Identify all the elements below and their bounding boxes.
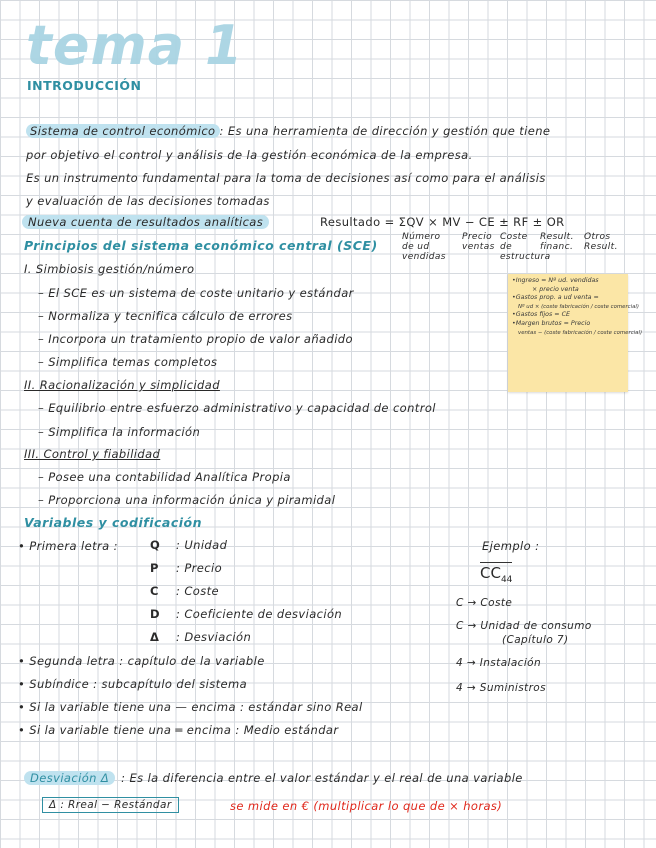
letter-symbol: P — [150, 561, 159, 575]
letter-row — [150, 538, 227, 552]
doble-raya-encima: • Si la variable tiene una ═ encima : Medio estándar — [18, 723, 339, 737]
cuenta-col-2: Precio ventas — [462, 232, 495, 252]
subindice: • Subíndice : subcapítulo del sistema — [18, 677, 248, 691]
ejemplo-line: C → Coste — [456, 597, 513, 609]
definition-line-2: por objetivo el control y análisis de la gestión económica de la empresa. — [26, 148, 473, 162]
desviacion-note: se mide en € (multiplicar lo que de × horas) — [230, 799, 503, 813]
cuenta-col-3: Coste de estructura — [500, 232, 551, 262]
letter-row — [150, 561, 222, 575]
section-3-title: III. Control y fiabilidad — [24, 447, 161, 461]
letter-meaning: : Precio — [176, 561, 223, 575]
section-1-item: – Incorpora un tratamiento propio de valor añadido — [38, 332, 353, 346]
section-1-item: – El SCE es un sistema de coste unitario y estándar — [38, 286, 354, 300]
page-title: tema 1 — [26, 14, 244, 77]
ejemplo-line: 4 → Suministros — [456, 682, 546, 694]
sticky-line: •Ingreso = Nº ud. vendidas — [512, 277, 599, 284]
letter-meaning: : Coeficiente de desviación — [176, 607, 343, 621]
primera-letra-label: • Primera letra : — [18, 539, 118, 553]
segunda-letra: • Segunda letra : capítulo de la variable — [18, 654, 265, 668]
ejemplo-label: Ejemplo : — [482, 539, 540, 553]
definition-text-1: : Es una herramienta de dirección y gestión que tiene — [219, 124, 551, 138]
subtitle: INTRODUCCIÓN — [27, 78, 142, 93]
letter-meaning: : Desviación — [176, 630, 252, 644]
sticky-line: •Gastos fijos = CE — [512, 311, 570, 319]
raya-encima: • Si la variable tiene una — encima : estándar sino Real — [18, 700, 363, 714]
letter-symbol: Q — [150, 538, 161, 552]
section-3-item: – Posee una contabilidad Analítica Propia — [38, 470, 291, 484]
cuenta-col-5: Otros Result. — [584, 232, 618, 252]
desviacion-formula: Δ : Rreal − Restándar — [42, 797, 179, 813]
variables-heading: Variables y codificación — [24, 515, 203, 530]
letter-row — [150, 630, 251, 644]
definition-term: Sistema de control económico — [26, 124, 220, 138]
section-1-title: I. Simbiosis gestión/número — [24, 262, 195, 276]
ejemplo-line: (Capítulo 7) — [502, 634, 569, 646]
ejemplo-code-letters: CC — [480, 564, 501, 582]
sticky-note — [508, 274, 643, 392]
cuenta-col-4: Result. financ. — [540, 232, 574, 252]
ejemplo-code-sub: 44 — [500, 575, 513, 585]
cuenta-label: Nueva cuenta de resultados analíticas — [22, 215, 269, 229]
definition-line-4: y evaluación de las decisiones tomadas — [26, 194, 270, 208]
letter-symbol: C — [150, 584, 159, 598]
letter-meaning: : Coste — [176, 584, 219, 598]
definition-line-3: Es un instrumento fundamental para la toma de decisiones así como para el análisis — [26, 171, 546, 185]
letter-symbol: D — [150, 607, 160, 621]
cuenta-formula: Resultado = ΣQV × MV − CE ± RF ± OR — [320, 215, 565, 229]
sticky-line: •Gastos prop. a ud venta = — [512, 294, 599, 302]
definition-line-1 — [26, 124, 550, 138]
section-1-item: – Simplifica temas completos — [38, 355, 218, 369]
letter-row — [150, 584, 219, 598]
desviacion-line — [24, 771, 523, 785]
sticky-line: × precio venta — [532, 285, 579, 293]
section-2-item: – Equilibrio entre esfuerzo administrativo y capacidad de control — [38, 401, 436, 415]
cuenta-col-1: Número de ud vendidas — [402, 232, 446, 262]
section-2-title: II. Racionalización y simplicidad — [24, 378, 220, 392]
desviacion-label: Desviación Δ — [24, 771, 115, 785]
sticky-line: ventas − (coste fabricación / coste comercial) — [518, 329, 643, 336]
principios-heading: Principios del sistema económico central (SCE) — [24, 238, 378, 253]
ejemplo-line: 4 → Instalación — [456, 657, 542, 669]
desviacion-text: : Es la diferencia entre el valor estándar y el real de una variable — [121, 771, 523, 785]
section-1-item: – Normaliza y tecnifica cálculo de errores — [38, 309, 293, 323]
letter-row — [150, 607, 342, 621]
sticky-line: •Margen brutos = Precio — [512, 319, 591, 327]
letter-symbol: Δ — [150, 630, 160, 644]
sticky-line: Nº ud × (coste fabricación / coste comercial) — [518, 303, 640, 310]
section-3-item: – Proporciona una información única y piramidal — [38, 493, 336, 507]
section-2-item: – Simplifica la información — [38, 425, 201, 439]
ejemplo-code — [480, 562, 512, 585]
letter-meaning: : Unidad — [176, 538, 228, 552]
ejemplo-line: C → Unidad de consumo — [456, 620, 592, 632]
